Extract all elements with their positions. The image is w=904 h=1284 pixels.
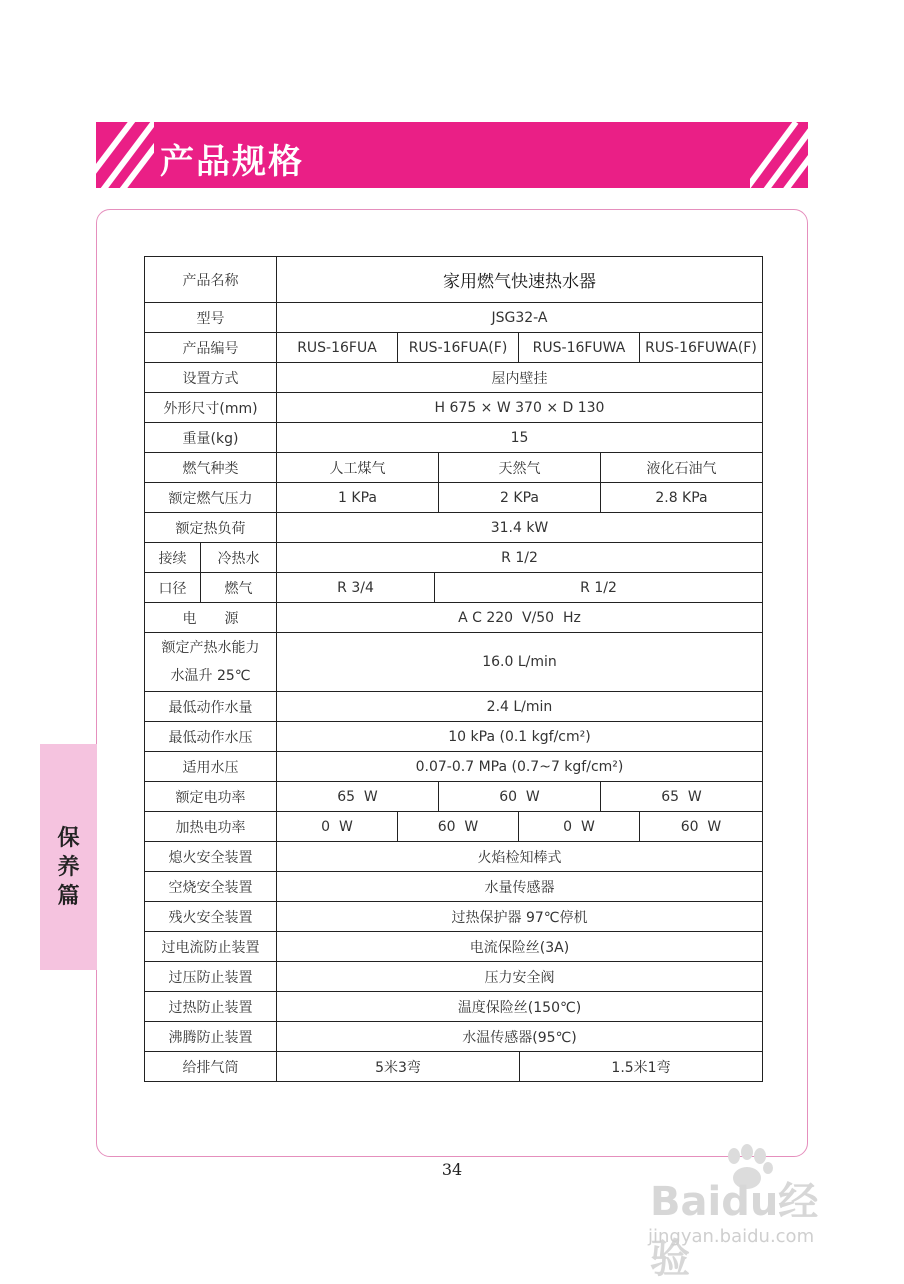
row-label: 熄火安全装置 xyxy=(145,842,277,872)
table-row xyxy=(145,782,763,812)
gas-pressure-cell: 1 KPa xyxy=(338,489,377,506)
row-label: 外形尺寸(mm) xyxy=(145,393,277,423)
watermark-logo: Baidu经验 xyxy=(650,1179,819,1282)
table-row xyxy=(145,483,763,513)
row-label xyxy=(145,633,277,692)
gas-type-cell: 天然气 xyxy=(438,453,600,482)
rated-power-cells xyxy=(277,782,763,812)
row-label: 适用水压 xyxy=(145,752,277,782)
spec-table xyxy=(144,256,763,1082)
min-water-flow-value: 2.4 L/min xyxy=(277,692,763,722)
rated-power-cell: 60 W xyxy=(438,782,600,811)
gas-connection-cell: R 1/2 xyxy=(434,573,762,602)
table-row xyxy=(145,932,763,962)
gas-type-cell: 液化石油气 xyxy=(600,453,762,482)
table-row xyxy=(145,992,763,1022)
gas-pressure-cells xyxy=(277,483,763,513)
heating-power-cell: 60 W xyxy=(398,812,519,842)
table-row xyxy=(145,423,763,453)
connection-label-bottom: 口径 xyxy=(145,573,201,603)
rated-power-cell: 65 W xyxy=(337,788,378,805)
stripe-decoration-right xyxy=(750,122,808,188)
gas-pressure-cell: 2 KPa xyxy=(438,483,600,512)
overpressure-value: 压力安全阀 xyxy=(277,962,763,992)
table-row xyxy=(145,363,763,393)
table-row xyxy=(145,752,763,782)
row-label: 型号 xyxy=(145,303,277,333)
row-label: 产品名称 xyxy=(145,257,277,303)
table-row xyxy=(145,872,763,902)
row-label: 过电流防止装置 xyxy=(145,932,277,962)
flameout-safety-value: 火焰检知棒式 xyxy=(277,842,763,872)
row-label: 燃气种类 xyxy=(145,453,277,483)
row-label: 额定热负荷 xyxy=(145,513,277,543)
gas-connection-cell: R 3/4 xyxy=(337,579,374,596)
row-label: 给排气筒 xyxy=(145,1052,277,1082)
table-row xyxy=(145,257,763,303)
row-label: 产品编号 xyxy=(145,333,277,363)
connection-label-top: 接续 xyxy=(145,543,201,573)
row-label-line1: 额定产热水能力 xyxy=(161,640,260,656)
table-row xyxy=(145,603,763,633)
table-row xyxy=(145,333,763,363)
gas-pressure-cell: 2.8 KPa xyxy=(600,483,762,512)
power-source-value: A C 220 V/50 Hz xyxy=(277,603,763,633)
water-connection-value: R 1/2 xyxy=(277,543,763,573)
installation-value: 屋内壁挂 xyxy=(277,363,763,393)
row-label: 电 源 xyxy=(145,603,277,633)
heat-load-value: 31.4 kW xyxy=(277,513,763,543)
section-header-banner xyxy=(96,122,808,188)
exhaust-pipe-cell: 1.5米1弯 xyxy=(519,1052,762,1081)
dry-burn-safety-value: 水量传感器 xyxy=(277,872,763,902)
dimensions-value: H 675 × W 370 × D 130 xyxy=(277,393,763,423)
table-row xyxy=(145,573,763,603)
gas-connection-cells xyxy=(277,573,763,603)
exhaust-pipe-cells xyxy=(277,1052,763,1082)
stripe-decoration-left xyxy=(96,122,154,188)
table-row xyxy=(145,513,763,543)
table-row xyxy=(145,692,763,722)
table-row xyxy=(145,543,763,573)
overcurrent-value: 电流保险丝(3A) xyxy=(277,932,763,962)
side-tab-label xyxy=(40,824,97,911)
side-section-tab xyxy=(40,744,97,970)
row-label: 最低动作水压 xyxy=(145,722,277,752)
table-row xyxy=(145,902,763,932)
table-row xyxy=(145,1052,763,1082)
boiling-value: 水温传感器(95℃) xyxy=(277,1022,763,1052)
table-row xyxy=(145,812,763,842)
product-code-cell: RUS-16FUWA(F) xyxy=(640,333,763,363)
row-label: 加热电功率 xyxy=(145,812,277,842)
row-label: 沸腾防止装置 xyxy=(145,1022,277,1052)
row-label-line2: 水温升 25℃ xyxy=(170,668,251,684)
table-row xyxy=(145,303,763,333)
row-label: 空烧安全装置 xyxy=(145,872,277,902)
side-tab-text: 保养篇 xyxy=(57,826,80,909)
hot-water-capacity-value: 16.0 L/min xyxy=(277,633,763,692)
heating-power-cell: 0 W xyxy=(277,812,398,842)
watermark-site: jingyan.baidu.com xyxy=(648,1226,815,1247)
table-row xyxy=(145,1022,763,1052)
gas-connection-label: 燃气 xyxy=(201,573,277,603)
table-row xyxy=(145,633,763,692)
heating-power-cell: 0 W xyxy=(519,812,640,842)
baidu-watermark xyxy=(642,1140,857,1282)
model-value: JSG32-A xyxy=(277,303,763,333)
exhaust-pipe-cell: 5米3弯 xyxy=(375,1059,421,1076)
table-row xyxy=(145,393,763,423)
water-pressure-value: 0.07-0.7 MPa (0.7~7 kgf/cm²) xyxy=(277,752,763,782)
residual-fire-safety-value: 过热保护器 97℃停机 xyxy=(277,902,763,932)
min-water-pressure-value: 10 kPa (0.1 kgf/cm²) xyxy=(277,722,763,752)
gas-type-cells xyxy=(277,453,763,483)
row-label: 最低动作水量 xyxy=(145,692,277,722)
row-label: 过热防止装置 xyxy=(145,992,277,1022)
product-code-cell: RUS-16FUA(F) xyxy=(398,333,519,363)
table-row xyxy=(145,453,763,483)
heating-power-cell: 60 W xyxy=(640,812,763,842)
weight-value: 15 xyxy=(277,423,763,453)
row-label: 过压防止装置 xyxy=(145,962,277,992)
table-row xyxy=(145,842,763,872)
rated-power-cell: 65 W xyxy=(600,782,762,811)
page-title: 产品规格 xyxy=(160,142,304,182)
row-label: 重量(kg) xyxy=(145,423,277,453)
row-label: 额定电功率 xyxy=(145,782,277,812)
gas-type-cell: 人工煤气 xyxy=(329,460,386,477)
table-row xyxy=(145,722,763,752)
row-label: 额定燃气压力 xyxy=(145,483,277,513)
row-label: 残火安全装置 xyxy=(145,902,277,932)
product-name-value: 家用燃气快速热水器 xyxy=(277,257,763,303)
page-number: 34 xyxy=(441,1160,463,1179)
table-row xyxy=(145,962,763,992)
product-code-cell: RUS-16FUWA xyxy=(519,333,640,363)
overheat-value: 温度保险丝(150℃) xyxy=(277,992,763,1022)
water-connection-label: 冷热水 xyxy=(201,543,277,573)
row-label: 设置方式 xyxy=(145,363,277,393)
product-code-cell: RUS-16FUA xyxy=(277,333,398,363)
